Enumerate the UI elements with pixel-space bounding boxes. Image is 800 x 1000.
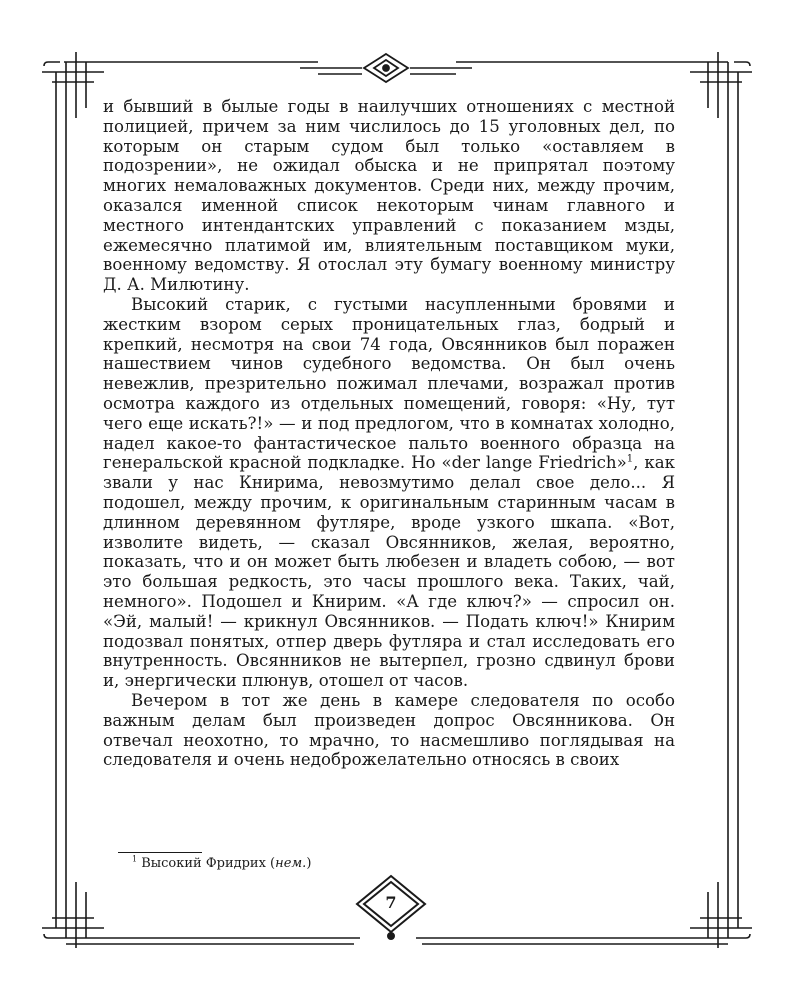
left-border [56, 62, 66, 938]
footnote-close: ) [306, 856, 312, 871]
footnote-language: нем. [275, 856, 307, 871]
paragraph-2-text: Высокий старик, с густыми насупленными бровями и жестким взором серых проницательных глаз, бодрый и крепкий, несмотря на свои 74 года, Овсянников был поражен нашествием чинов судебного ведомства. Он был очень невежлив, презрительно пожимал плечами, возражал против осмотра каждого из отдельных помещений, говоря: «Ну, тут чего еще искать?!» — и под предлогом, что в комнатах холодно, надел какое-то фантастическое пальто военного образца на генеральской красной подкладке. Но «der lange Friedrich» [103, 294, 675, 473]
corner-ornament-bottom-left [42, 882, 360, 948]
paragraph-2 [103, 295, 675, 691]
page-number: 7 [385, 893, 397, 912]
paragraph-1: и бывший в былые годы в наилучших отношениях с местной полицией, причем за ним числилось до 15 уголовных дел, по которым он старым судом был только «оставляем в подозрении», не ожидал обыска и не припрятал поэтому многих немаловажных документов. Среди них, между прочим, оказался именной список некоторым чинам главного и местного интендантских управлений с показанием мзды, ежемесячно платимой им, влиятельным поставщиком муки, военному ведомству. Я отослал эту бумагу военному министру Д. А. Милютину. [103, 97, 675, 295]
top-diamond-ornament [364, 54, 408, 82]
footnote-reference: 1 [626, 453, 634, 465]
top-border [64, 62, 728, 74]
paragraph-2-continuation: , как звали у нас Книрима, невозмутимо делал свое дело... Я подошел, между прочим, к оригинальным старинным часам в длинном деревянном футляре, вроде узкого шкапа. «Вот, изволите видеть, — сказал Овсянников, желая, вероятно, показать, что и он может быть любезен и владеть собою, — вот это большая редкость, это часы прошлого века. Таких, чай, немного». Подошел и Книрим. «А где ключ?» — спросил он. «Эй, малый! — крикнул Овсянников. — Подать ключ!» Книрим подозвал понятых, отпер дверь футляра и стал исследовать его внутренность. Овсянников не вытерпел, грозно сдвинул брови и, энергически плюнув, отошел от часов. [103, 453, 676, 691]
body-text [103, 97, 675, 770]
corner-ornament-bottom-right [416, 882, 752, 948]
right-border [728, 62, 738, 938]
footnote-separator [118, 852, 202, 853]
footnote [132, 856, 311, 872]
footnote-number: 1 [132, 854, 138, 864]
footnote-text: Высокий Фридрих ( [141, 856, 276, 871]
paragraph-3: Вечером в тот же день в камере следователя по особо важным делам был произведен допрос Овсянникова. Он отвечал неохотно, то мрачно, то насмешливо поглядывая на следователя и очень недоброжелательно относясь в своих [103, 690, 675, 770]
